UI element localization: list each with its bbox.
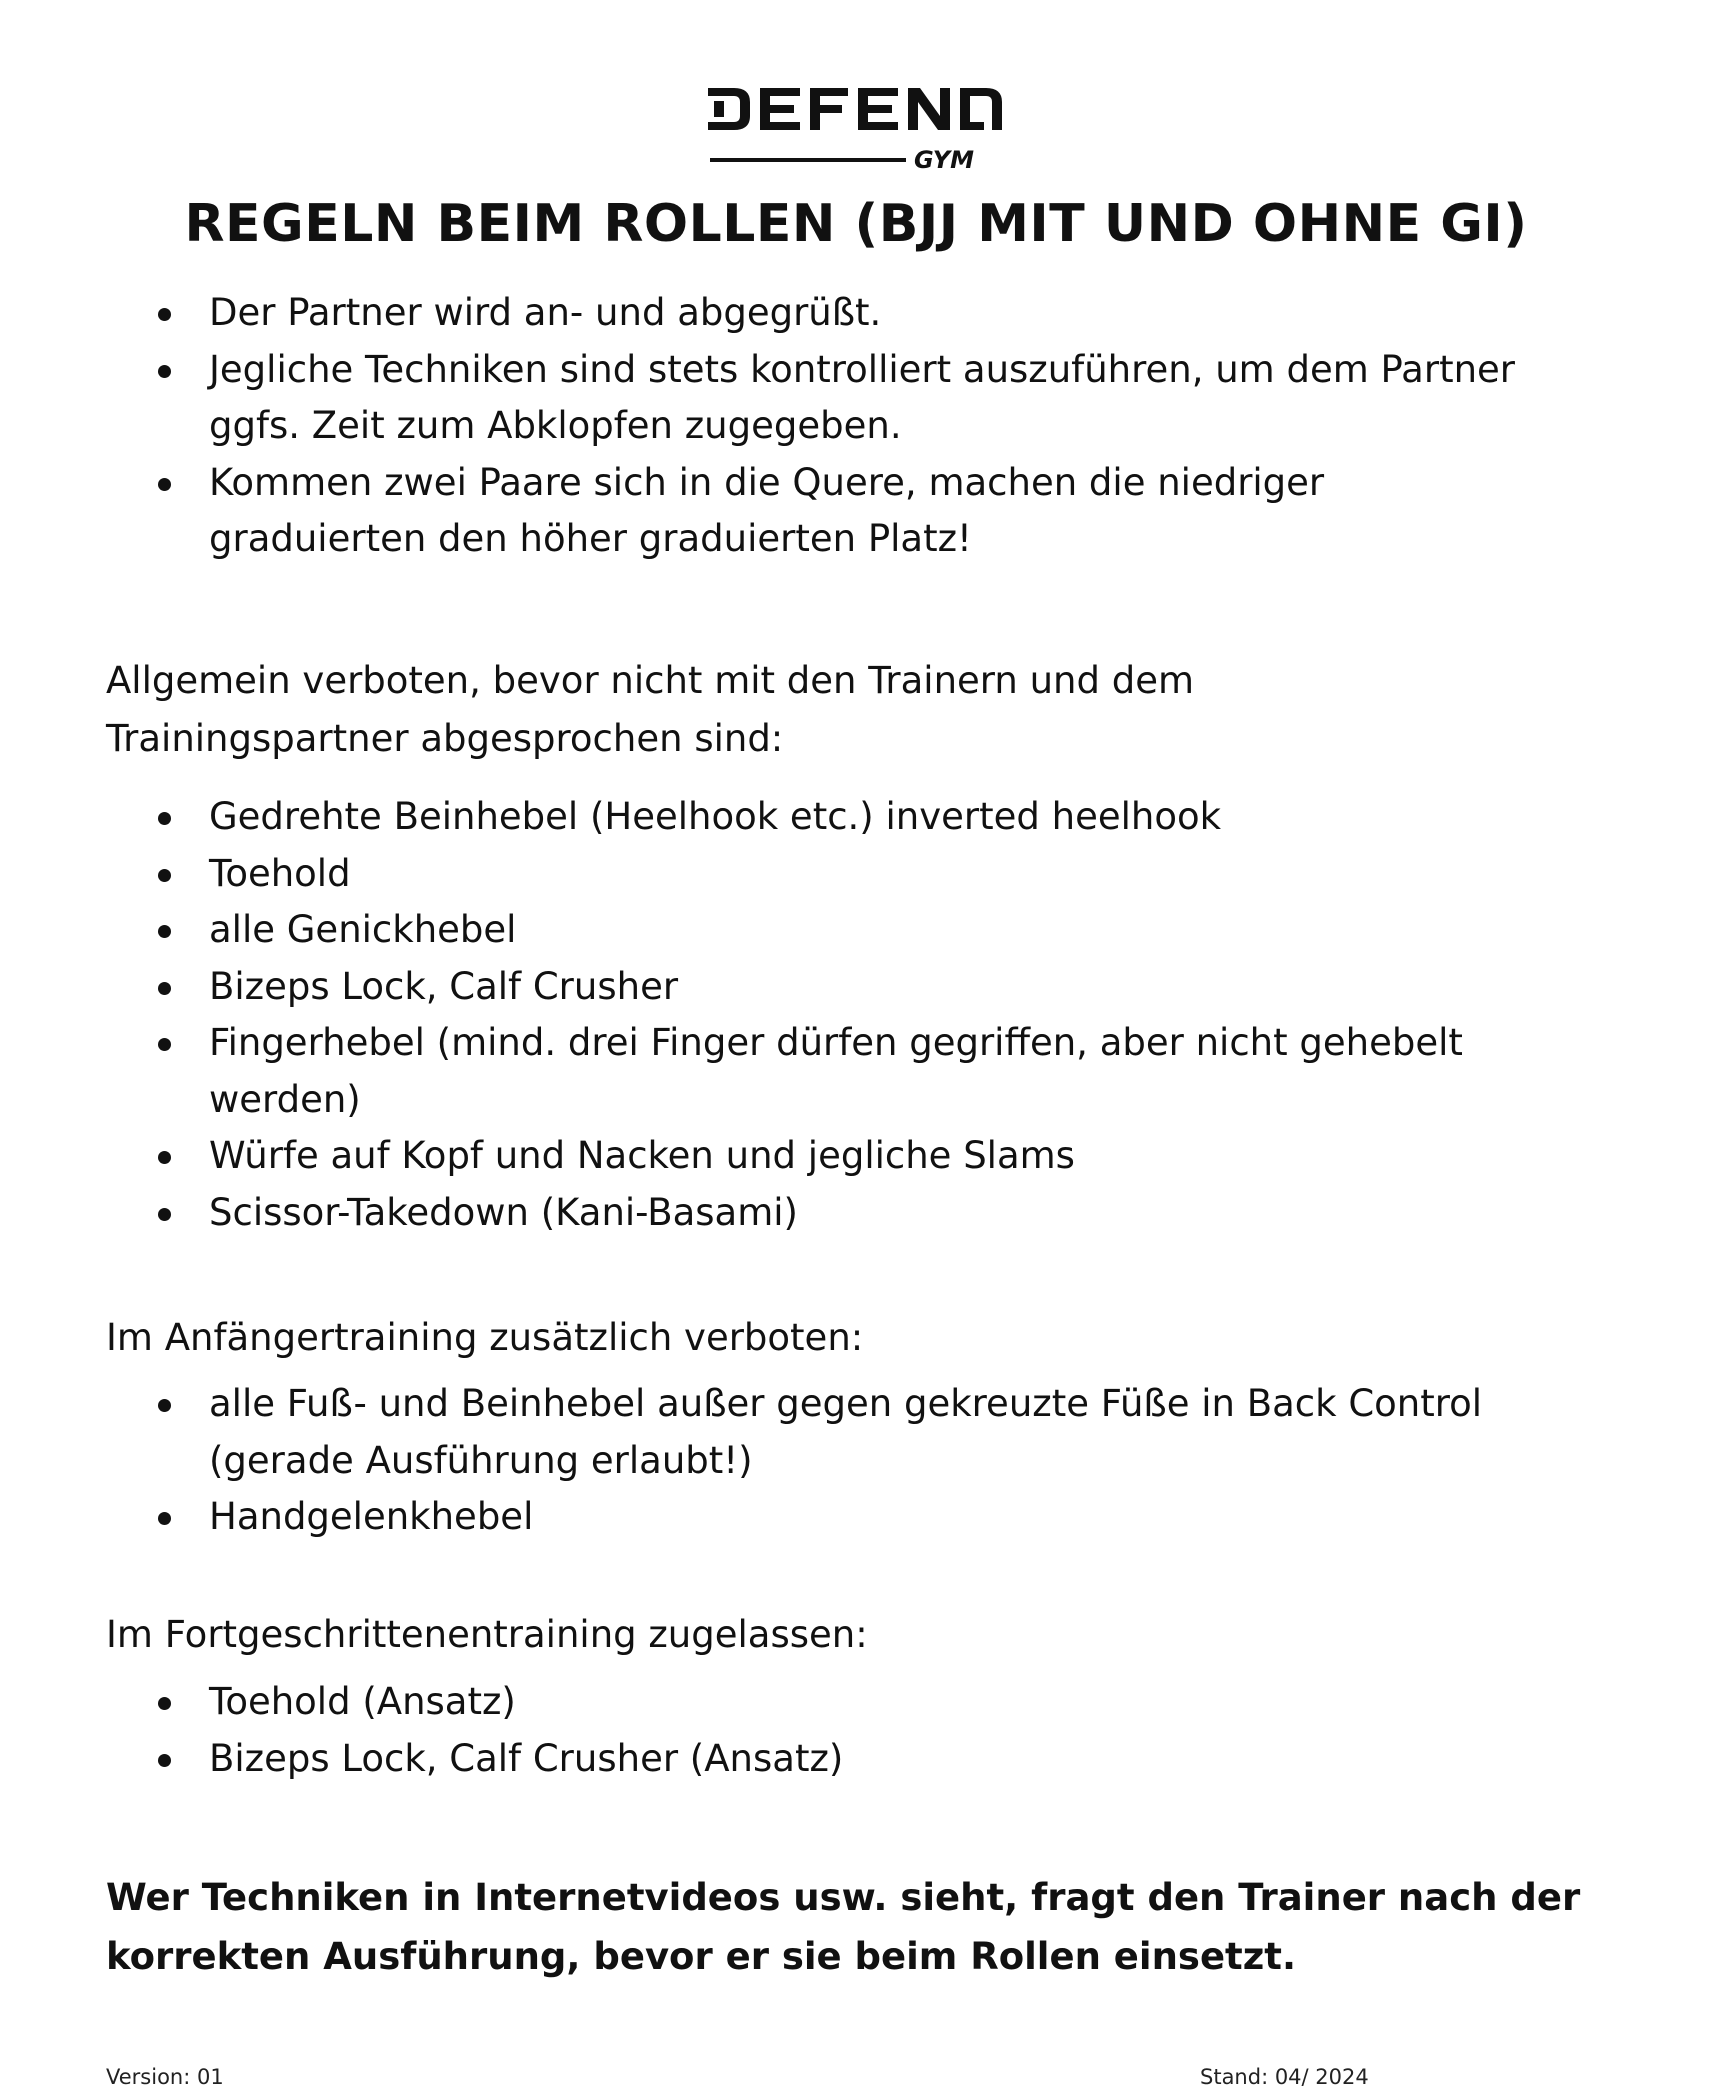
page-title: REGELN BEIM ROLLEN (BJJ MIT UND OHNE GI) [184,194,1528,254]
list-item [0,1489,1529,1546]
list-item-text: Der Partner wird an- und abgegrüßt. [209,291,882,334]
bullet-icon [158,1512,171,1525]
list-item [0,1674,1529,1731]
defend-gym-logo [708,88,1008,180]
footer-version: Version: 01 [106,2065,224,2089]
list-item-text: Würfe auf Kopf und Nacken und jegliche Slams [209,1134,1075,1177]
bullet-icon [158,1754,171,1767]
list-item-text: Toehold [209,851,351,895]
beginner-section [0,1376,1712,1546]
logo-graphic [708,88,1008,180]
bullet-icon [158,925,171,938]
bullet-icon [158,1151,171,1164]
bullet-icon [158,982,171,995]
bullet-icon [158,308,171,321]
list-item-text: Bizeps Lock, Calf Crusher [209,964,679,1008]
forbidden-heading: Allgemein verboten, bevor nicht mit den Trainern und dem Trainingspartner abgesprochen sind: [106,659,1195,760]
list-item-text: Bizeps Lock, Calf Crusher (Ansatz) [209,1736,844,1780]
advanced-heading: Im Fortgeschrittenentraining zugelassen: [106,1613,868,1656]
bullet-icon [158,365,171,378]
list-item-text: Fingerhebel (mind. drei Finger dürfen gegriffen, aber nicht gehebelt werden) [209,1021,1463,1121]
footer-stand: Stand: 04/ 2024 [1200,2065,1369,2089]
list-item [0,1128,1529,1185]
bullet-icon [158,1038,171,1051]
bullet-icon [158,1697,171,1710]
list-item-text: Gedrehte Beinhebel (Heelhook etc.) inverted heelhook [209,795,1222,838]
list-item-text: alle Genickhebel [209,908,517,951]
advanced-section [0,1674,1712,1787]
list-item-text: Scissor-Takedown (Kani-Basami) [209,1190,798,1234]
general-rules-list [0,285,1712,568]
list-item [0,1185,1529,1242]
beginner-heading: Im Anfängertraining zusätzlich verboten: [106,1316,864,1359]
beginner-list [0,1376,1712,1546]
list-item [0,1731,1529,1788]
list-item [0,1376,1529,1489]
list-item-text: Toehold (Ansatz) [209,1680,516,1723]
svg-text:GYM: GYM [914,146,974,174]
bullet-icon [158,812,171,825]
list-item [0,959,1529,1016]
general-rules-section [0,285,1712,568]
list-item [0,1015,1529,1128]
forbidden-section [0,789,1712,1241]
list-item [0,285,1529,342]
list-item [0,789,1529,846]
bullet-icon [158,869,171,882]
bullet-icon [158,1399,171,1412]
forbidden-list [0,789,1712,1241]
list-item [0,342,1529,455]
list-item [0,846,1529,903]
closing-note: Wer Techniken in Internetvideos usw. sieht, fragt den Trainer nach der korrekten Ausführung, bevor er sie beim Rollen einsetzt. [106,1876,1581,1978]
bullet-icon [158,478,171,491]
advanced-list [0,1674,1712,1787]
list-item-text: Handgelenkhebel [209,1495,534,1538]
bullet-icon [158,1208,171,1221]
list-item [0,455,1529,568]
list-item-text: Jegliche Techniken sind stets kontrolliert auszuführen, um dem Partner ggfs. Zeit zum Abklopfen zugegeben. [209,347,1516,447]
list-item-text: Kommen zwei Paare sich in die Quere, machen die niedriger graduierten den höher graduierten Platz! [209,460,1325,560]
list-item-text: alle Fuß- und Beinhebel außer gegen gekreuzte Füße in Back Control (gerade Ausführung erlaubt!) [209,1382,1483,1482]
list-item [0,902,1529,959]
